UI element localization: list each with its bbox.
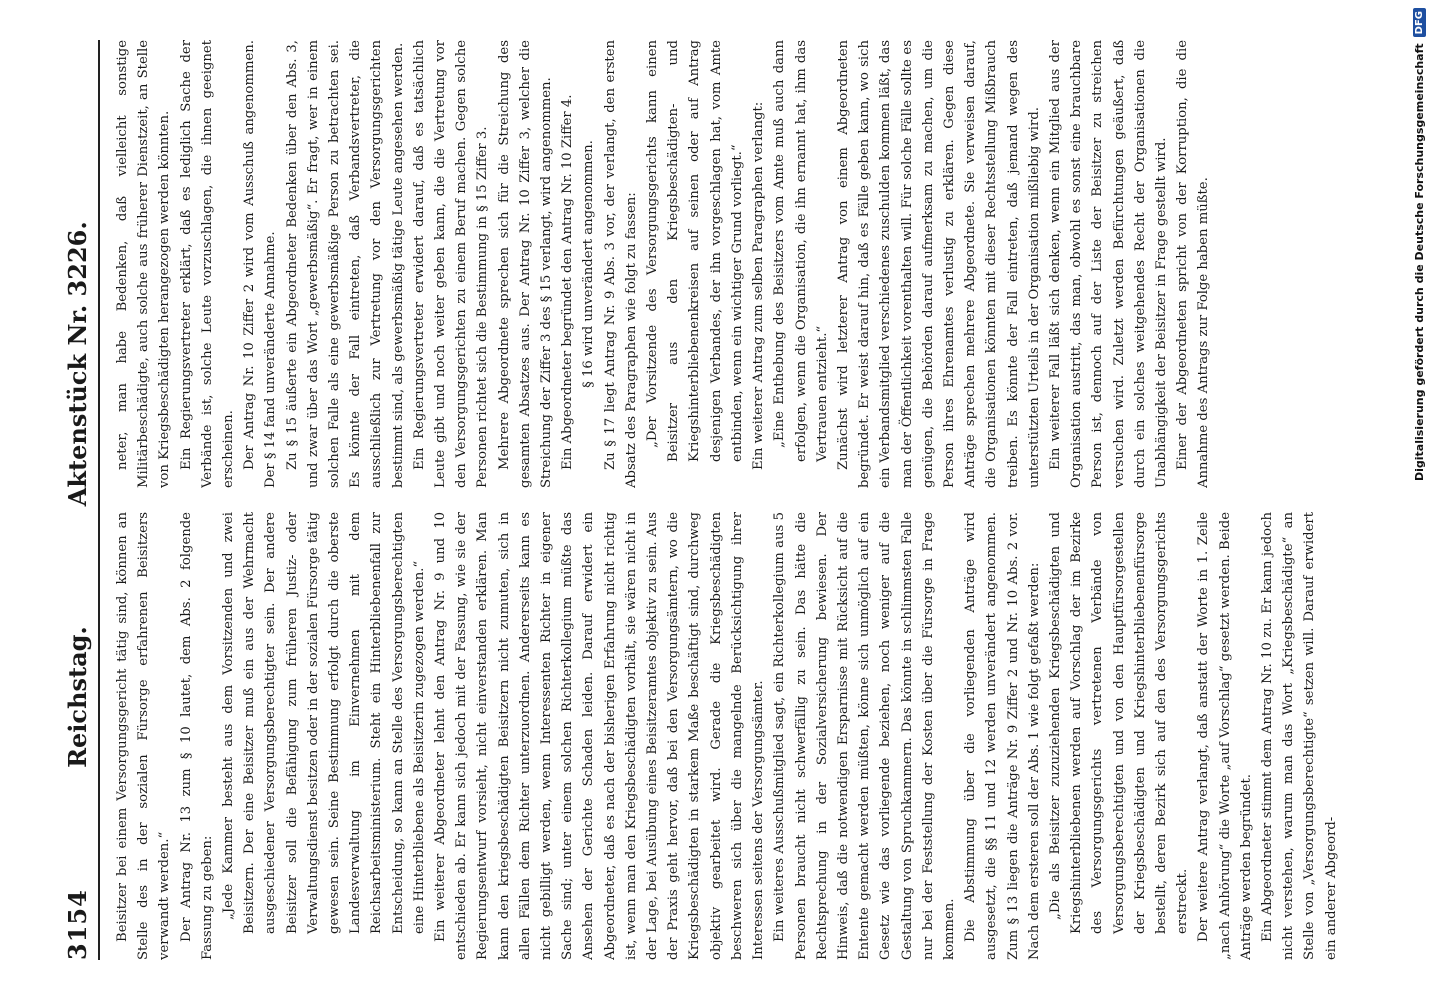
paragraph: Der Antrag Nr. 10 Ziffer 2 wird vom Ausschuß angenommen. Der § 14 fand unveränderte Annahme. [242, 40, 279, 488]
text-column-right [112, 40, 1380, 488]
paragraph: Ein weiterer Abgeordneter lehnt den Antrag Nr. 9 und 10 entschieden ab. Er kann sich jedoch mit der Fassung, wie sie der Regierungsentwurf vorsieht, nicht einverstanden erklären. Man kann den kriegsbeschädigten Beisitzern nicht zumuten, sich in allen Fällen dem Richter unterzuordnen. Andererseits kann es nicht gebilligt werden, wenn Interessenten Richter in eigener Sache sind; unter einem solchen Richterkollegium müßte das Ansehen der Gerichte Schaden leiden. Darauf erwidert ein Abgeordneter, daß es nach der bisherigen Erfahrung nicht richtig ist, wenn man den Kriegsbeschädigten vorhält, sie wären nicht in der Lage, bei Ausübung eines Beisitzeramtes objektiv zu sein. Aus der Praxis geht hervor, daß bei den Versorgungsämtern, wo die Kriegsbeschädigten in starkem Maße beschäftigt sind, durchweg objektiv gearbeitet wird. Gerade die Kriegsbeschädigten beschweren sich über die mangelnde Berücksichtigung ihrer Interessen seitens der Versorgungsämter. [433, 512, 767, 960]
quoted-paragraph: „Die als Beisitzer zuzuziehenden Kriegsbeschädigten und Kriegshinterbliebenen werden auf Vorschlag der im Bezirke des Versorgungsgerichts vertretenen Verbände von Versorgungsberechtigten und von den Hauptfürsorgestellen der Kriegsbeschädigten und Kriegshinterbliebenenfürsorge bestellt, deren Bezirk sich auf den des Versorgungsgerichts erstreckt. [1047, 512, 1191, 934]
digitization-note: Digitalisierung gefördert durch die Deutsche Forschungsgemeinschaft [1412, 43, 1426, 482]
quoted-paragraph: „Der Vorsitzende des Versorgungsgerichts kann einen Beisitzer aus den Kriegsbeschädigten- und Kriegshinterbliebenenkreisen auf seinen oder auf Antrag desjenigen Verbandes, der ihn vorgeschlagen hat, vom Amte entbinden, wenn ein wichtiger Grund vorliegt.“ [645, 40, 745, 462]
paragraph: Ein Abgeordneter stimmt dem Antrag Nr. 10 zu. Er kann jedoch nicht verstehen, warum man das Wort „Kriegsbeschädigte“ an Stelle von „Versorgungsberechtigte“ setzen will. Darauf erwidert ein anderer Abgeord- [1259, 512, 1339, 960]
text-column-left [112, 512, 1380, 960]
paragraph: Ein Regierungsvertreter erwidert darauf, daß es tatsächlich Leute gibt und noch weiter geben kann, die die Vertretung vor den Versorgungsgerichten zu einem Beruf machen. Gegen solche Personen richtet sich die Bestimmung in § 15 Ziffer 3. [411, 40, 491, 488]
paragraph: Zu § 15 äußerte ein Abgeordneter Bedenken über den Abs. 3, und zwar über das Wort „gewerbsmäßig“. Er fragt, wer in einem solchen Falle als eine gewerbsmäßige Person zu betrachten sei. Es könnte der Fall eintreten, daß Verbandsvertreter, die ausschließlich zur Vertretung vor den Versorgungsgerichten bestimmt sind, als gewerbsmäßig tätige Leute angesehen werden. [284, 40, 406, 488]
paragraph: Zunächst wird letzterer Antrag von einem Abgeordneten begründet. Er weist darauf hin, daß es Fälle geben kann, wo sich ein Verbandsmitglied verschiedenes zuschulden kommen läßt, das man der Öffentlichkeit vorenthalten will. Für solche Fälle sollte es genügen, die Behörden darauf aufmerksam zu machen, um die Person ihres Ehrenamtes verlustig zu erklären. Gegen diese Anträge sprechen mehrere Abgeordnete. Sie verweisen darauf, die Organisationen könnten mit dieser Rechtsstellung Mißbrauch treiben. Es könnte der Fall eintreten, daß jemand wegen des unterstützten Urteils in der Organisation mißliebig wird. [835, 40, 1042, 488]
paragraph: Die Abstimmung über die vorliegenden Anträge wird ausgesetzt, die §§ 11 und 12 werden unverändert angenommen. Zum § 13 liegen die Anträge Nr. 9 Ziffer 2 und Nr. 10 Abs. 2 vor. Nach dem ersteren soll der Abs. 1 wie folgt gefaßt werden: [963, 512, 1042, 960]
quoted-paragraph: „Jede Kammer besteht aus dem Vorsitzenden und zwei Beisitzern. Der eine Beisitzer muß ein aus der Wehrmacht ausgeschiedener Versorgungsberechtigter sein. Der andere Beisitzer soll die Befähigung zum früheren Justiz- oder Verwaltungsdienst besitzen oder in der sozialen Fürsorge tätig gewesen sein. Seine Bestimmung erfolgt durch die oberste Landesverwaltung im Einvernehmen mit dem Reichsarbeitsministerium. Steht ein Hinterbliebenenfall zur Entscheidung, so kann an Stelle des Versorgungsberechtigten eine Hinterbliebene als Beisitzerin zugezogen werden.“ [221, 512, 427, 934]
digitization-credit [1408, 8, 1430, 988]
paragraph: Ein Abgeordneter begründet den Antrag Nr. 10 Ziffer 4. [560, 94, 576, 470]
running-title-right: Aktenstück Nr. 3226. [63, 221, 92, 507]
page-number: 3154 [63, 889, 92, 960]
running-title-left: Reichstag. [63, 626, 92, 768]
running-title [63, 221, 92, 768]
paragraph: Mehrere Abgeordnete sprechen sich für die Streichung des gesamten Absatzes aus. Der Antrag Nr. 10 Ziffer 3, welcher die Streichung der Ziffer 3 des § 15 verlangt, wird angenommen. [496, 40, 555, 488]
paragraph: § 16 wird unverändert angenommen. [581, 140, 597, 388]
paragraph: Ein weiterer Antrag zum selben Paragraphen verlangt: [751, 101, 767, 470]
paragraph: neter, man habe Bedenken, daß vielleicht sonstige Militärbeschädigte, auch solche aus früherer Dienstzeit, an Stelle von Kriegsbeschädigten herangezogen werden könnten. [115, 40, 173, 488]
paragraph: Zu § 17 liegt Antrag Nr. 9 Abs. 3 vor, der verlangt, den ersten Absatz des Paragraphen wie folgt zu fassen: [602, 40, 639, 488]
page-header [60, 40, 100, 960]
paragraph: Ein Regierungsvertreter erklärt, daß es lediglich Sache der Verbände ist, solche Leute vorzuschlagen, die ihnen geeignet erscheinen. [178, 40, 237, 488]
paragraph: Ein weiteres Ausschußmitglied sagt, ein Richterkollegium aus 5 Personen braucht nicht schwerfällig zu sein. Das hätte die Rechtsprechung in der Sozialversicherung bewiesen. Der Hinweis, daß die notwendigen Ersparnisse mit Rücksicht auf die Entente gemacht werden müßten, könne sich unmöglich auf ein Gesetz wie das vorliegende beziehen, noch weniger auf die Gestaltung von Spruchkammern. Das könnte in schlimmsten Falle nur bei der Feststellung der Kosten über die Fürsorge in Frage kommen. [772, 512, 957, 960]
paragraph: Der Antrag Nr. 13 zum § 10 lautet, dem Abs. 2 folgende Fassung zu geben: [178, 512, 215, 960]
dfg-logo: DFG [1413, 8, 1426, 37]
paragraph: Der weitere Antrag verlangt, daß anstatt der Worte in 1. Zeile „nach Anhörung“ die Worte „auf Vorschlag“ gesetzt werden. Beide Anträge werden begründet. [1196, 512, 1254, 960]
paragraph: Einer der Abgeordneten spricht von der Korruption, die die Annahme des Antrags zur Folge haben müßte. [1175, 40, 1212, 488]
paragraph: Ein weiterer Fall läßt sich denken, wenn ein Mitglied aus der Organisation austritt, das man, obwohl es sonst eine brauchbare Person ist, dennoch auf der Liste der Beisitzer zu streichen versuchen wird. Zuletzt werden Befürchtungen geäußert, daß durch ein solches weitgehendes Recht der Organisationen die Unabhängigkeit der Beisitzer in Frage gestellt wird. [1047, 40, 1169, 488]
digitization-sidebar [1408, 8, 1430, 988]
quoted-paragraph: „Eine Enthebung des Beisitzers vom Amte muß auch dann erfolgen, wenn die Organisation, die ihn ernannt hat, ihm das Vertrauen entzieht.“ [772, 40, 830, 462]
paragraph: Beisitzer bei einem Versorgungsgericht tätig sind, können an Stelle des in der sozialen Fürsorge erfahrenen Beisitzers verwandt werden.“ [115, 512, 173, 960]
text-columns [112, 40, 1380, 960]
